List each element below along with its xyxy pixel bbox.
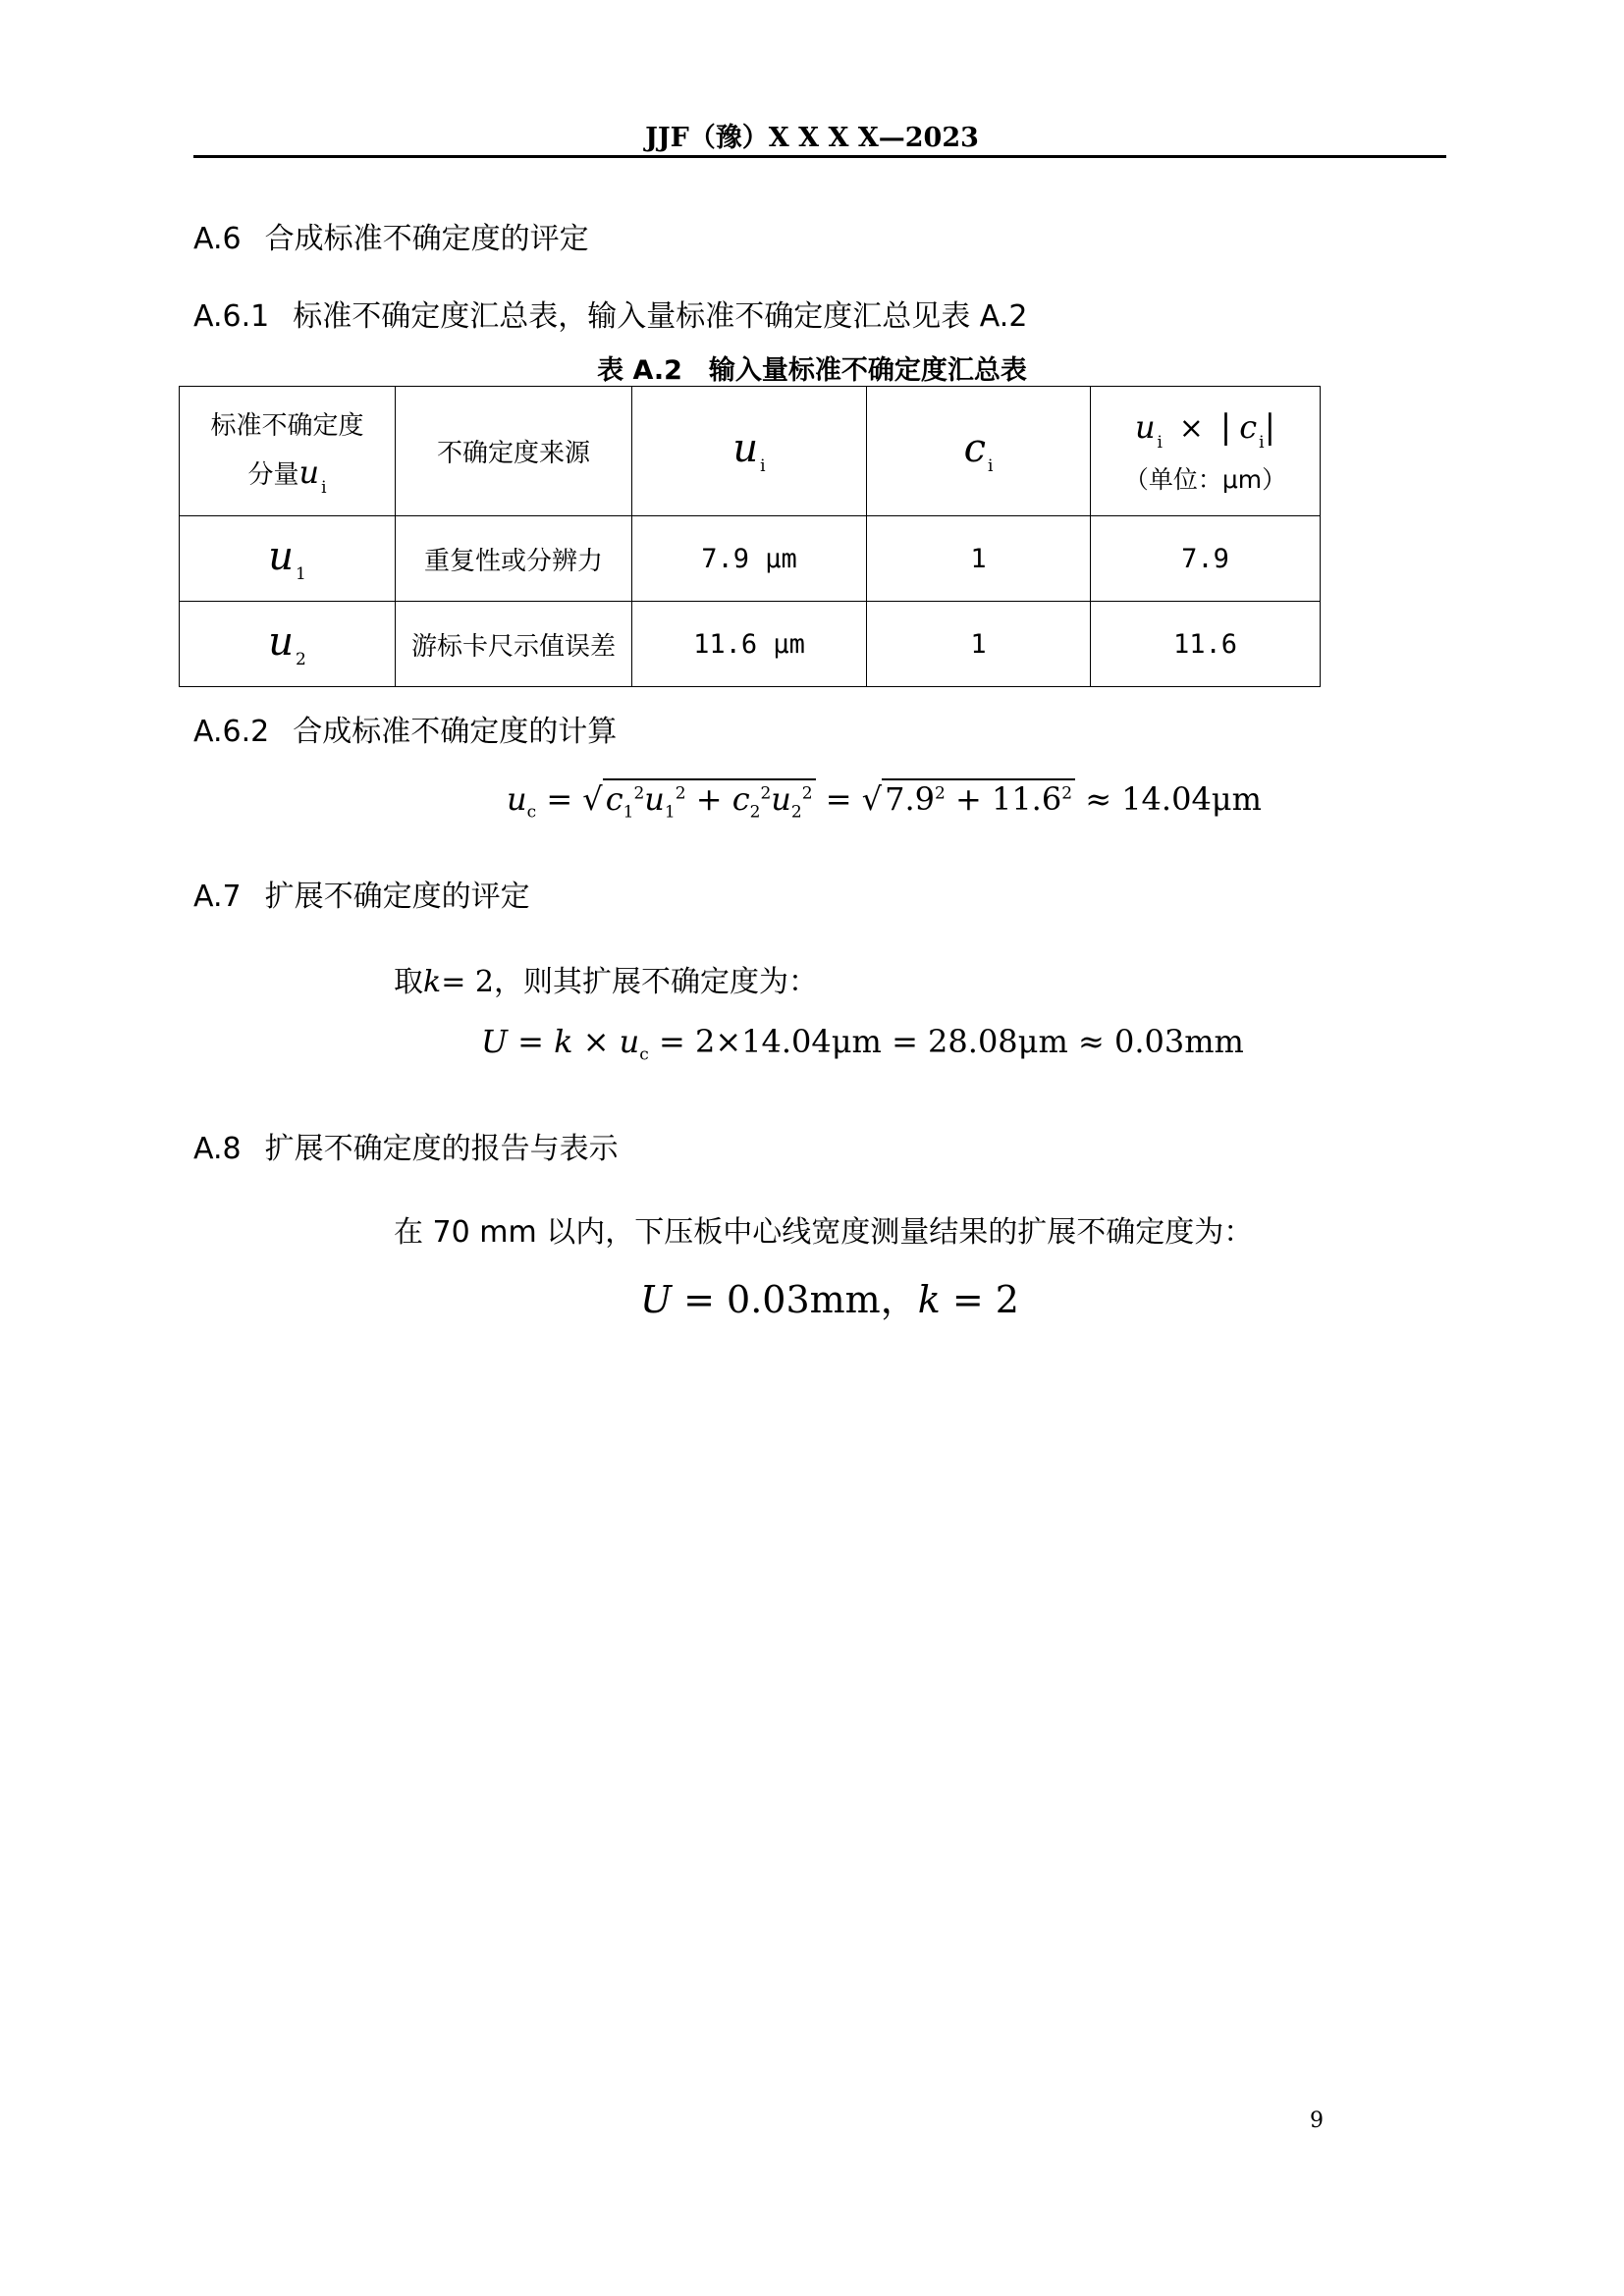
section-a8	[193, 1124, 619, 1167]
cell-component: u 2	[180, 602, 396, 687]
header-cell-product	[1091, 387, 1321, 516]
math-subscript: i	[760, 456, 766, 476]
math-symbol: u	[298, 453, 320, 491]
cell-component: u 1	[180, 516, 396, 602]
cell-product: 11.6	[1091, 602, 1321, 687]
document-header-title: JJF（豫）X X X X—2023	[645, 123, 979, 153]
unit-note: （单位：μm）	[1123, 464, 1287, 494]
radicand-numeric: $7.9^2 + 11.6^2$	[882, 778, 1075, 818]
section-number: A.7	[193, 880, 242, 914]
table-header-row	[180, 387, 1321, 516]
header-text-line1: 标准不确定度	[210, 410, 364, 441]
header-cell-source: 不确定度来源	[396, 387, 632, 516]
header-rule	[193, 155, 1446, 158]
combined-uncertainty-formula: $u_c = √c_1^2u_1^2 + c_2^2u_2^2 = √7.9^2 + 11.6^2 \approx 14.04\mu m$	[507, 780, 1262, 823]
cell-ci: 1	[867, 602, 1091, 687]
math-subscript: i	[987, 456, 994, 476]
coverage-factor-text: 取k= 2，则其扩展不确定度为：	[394, 965, 818, 999]
page-number: 9	[1310, 2109, 1324, 2133]
header-text-line2: 分量	[247, 459, 299, 490]
math-symbol: u	[732, 426, 759, 471]
header-cell-ci	[867, 387, 1091, 516]
cell-source: 游标卡尺示值误差	[396, 602, 632, 687]
report-text: 在 70 mm 以内，下压板中心线宽度测量结果的扩展不确定度为：	[394, 1215, 1254, 1250]
cell-ui: 7.9 μm	[632, 516, 867, 602]
header-cell-ui	[632, 387, 867, 516]
section-title: 扩展不确定度的报告与表示	[264, 1132, 619, 1166]
section-a6-1	[193, 292, 1027, 335]
product-formula: u $_i$ × | c $_i$|	[1134, 406, 1276, 453]
cell-ui: 11.6 μm	[632, 602, 867, 687]
section-title: 扩展不确定度的评定	[264, 880, 530, 914]
section-a7	[193, 872, 530, 915]
final-result-formula: U = 0.03mm，k = 2	[640, 1278, 1019, 1321]
combined-result: 14.04μm	[1121, 780, 1262, 818]
section-number: A.6.1	[193, 299, 270, 334]
section-a6-2	[193, 707, 617, 750]
section-number: A.6	[193, 222, 242, 256]
cell-source: 重复性或分辨力	[396, 516, 632, 602]
cell-product: 7.9	[1091, 516, 1321, 602]
math-subscript: i	[321, 477, 327, 498]
cell-ci: 1	[867, 516, 1091, 602]
table-row	[180, 602, 1321, 687]
section-number: A.8	[193, 1132, 242, 1166]
header-cell-component	[180, 387, 396, 516]
section-number: A.6.2	[193, 715, 270, 749]
expanded-uncertainty-formula: $U = k \times u_c = 2\times 14.04\mu m = 28.08\mu m \approx 0.03mm$	[481, 1023, 1244, 1065]
radicand-symbolic: $c_1^2u_1^2 + c_2^2u_2^2$	[603, 778, 816, 818]
uncertainty-summary-table	[179, 386, 1321, 687]
section-title: 合成标准不确定度的计算	[293, 715, 618, 749]
table-row	[180, 516, 1321, 602]
section-a6	[193, 214, 589, 257]
section-title: 合成标准不确定度的评定	[264, 222, 589, 256]
section-title: 标准不确定度汇总表，输入量标准不确定度汇总见表 A.2	[293, 299, 1028, 334]
math-symbol: c	[963, 426, 986, 471]
table-caption: 表 A.2 输入量标准不确定度汇总表	[597, 355, 1027, 386]
